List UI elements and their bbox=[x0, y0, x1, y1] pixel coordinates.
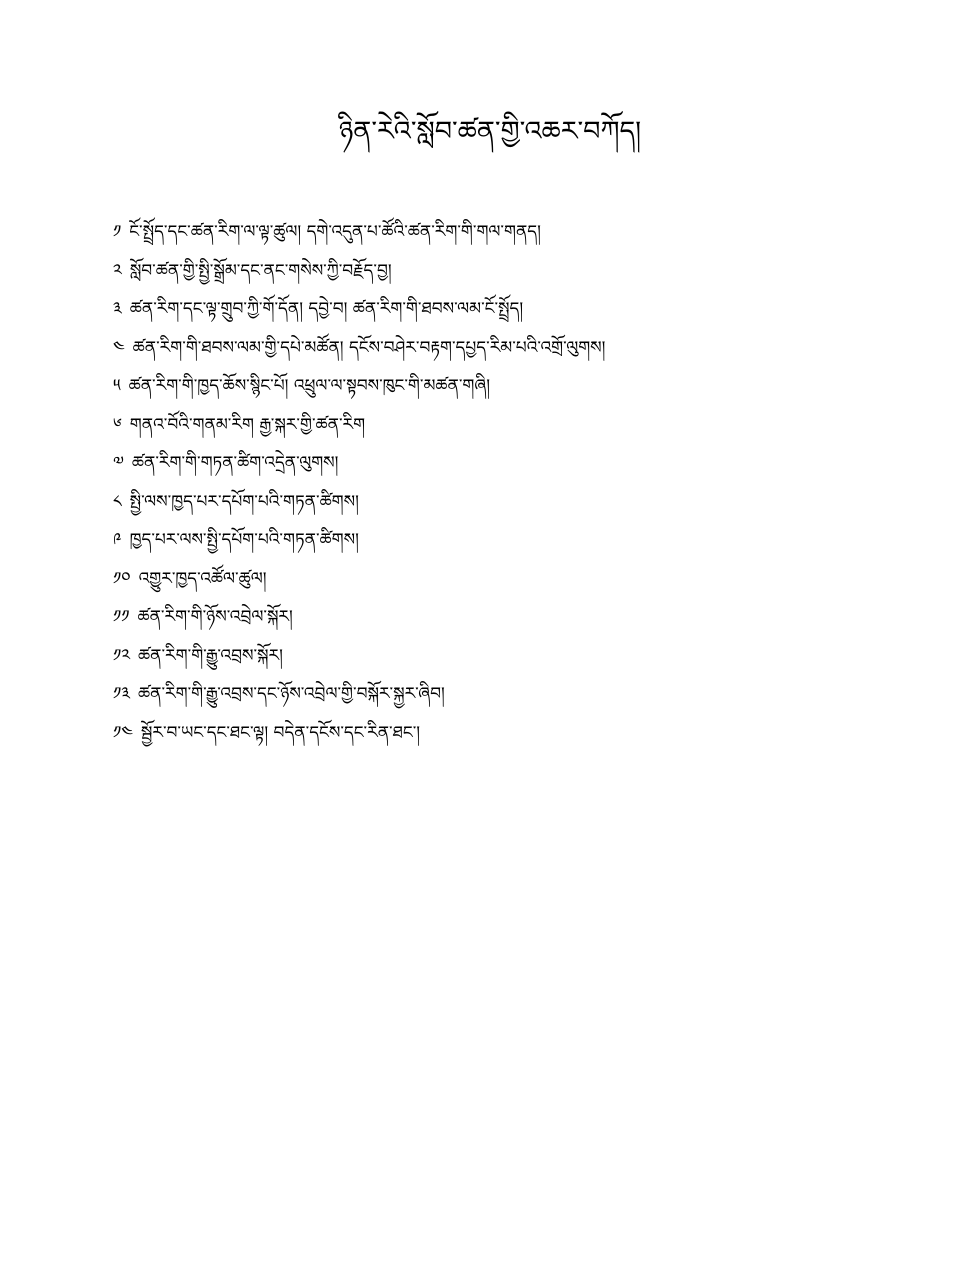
item-number: ༡ bbox=[113, 222, 122, 242]
document-title: ཉིན་རེའི་སློབ་ཚན་གྱི་འཆར་བཀོད། bbox=[338, 116, 642, 147]
list-item bbox=[113, 483, 953, 522]
item-number: ༡༣ bbox=[113, 684, 130, 704]
list-item bbox=[113, 560, 953, 599]
item-text: ཚན་རིག་གི་གཏན་ཚིག་འདྲེན་ལུགས། bbox=[131, 453, 339, 473]
list-item bbox=[113, 367, 953, 406]
item-number: ༥ bbox=[113, 376, 121, 396]
list-item bbox=[113, 714, 953, 753]
topic-list bbox=[113, 213, 953, 752]
item-number: ༢ bbox=[113, 260, 122, 281]
item-number: ༩ bbox=[113, 530, 122, 550]
list-item bbox=[113, 598, 953, 637]
list-item bbox=[113, 329, 953, 368]
item-text: ཚན་རིག་གི་ཉོས་འབྲེལ་སྐོར། bbox=[137, 607, 293, 627]
list-item bbox=[113, 290, 953, 329]
list-item bbox=[113, 521, 953, 560]
list-item bbox=[113, 406, 953, 445]
list-item bbox=[113, 252, 953, 291]
item-text: ཚན་རིག་གི་རྒྱུ་འབྲས་དང་ཉོས་འབྲེལ་གྱི་བསྐོར་སྐྱར་ཞིབ། bbox=[138, 684, 445, 704]
item-text: སྦྱོར་བ་ཡང་དང་ཐང་ལྟ། བདེན་དངོས་དང་རིན་ཐང་། bbox=[140, 722, 421, 743]
item-number: ༦ bbox=[113, 414, 122, 435]
item-number: ༡༤ bbox=[113, 722, 133, 743]
item-number: ༣ bbox=[113, 299, 122, 319]
item-text: ཚན་རིག་གི་ཐབས་ལམ་གྱི་དཔེ་མཚོན། དངོས་བཤེར་བརྟག་དཔྱད་རིམ་པའི་འགྲོ་ལུགས། bbox=[132, 337, 606, 358]
item-text: ཚན་རིག་དང་ལྟ་གྲུབ་ཀྱི་གོ་དོན། དབྱེ་བ། ཚན་རིག་གི་ཐབས་ལམ་ངོ་སྤྲོད། bbox=[129, 299, 524, 319]
item-text: སྤྱི་ལས་ཁྱད་པར་དཔོག་པའི་གཏན་ཚིགས། bbox=[129, 491, 359, 512]
item-text: ཁྱད་པར་ལས་སྤྱི་དཔོག་པའི་གཏན་ཚིགས། bbox=[129, 530, 359, 550]
list-item bbox=[113, 637, 953, 676]
item-number: ༧ bbox=[113, 453, 124, 473]
list-item bbox=[113, 213, 953, 252]
item-number: ༨ bbox=[113, 491, 122, 512]
item-text: ཚན་རིག་གི་ཁྱད་ཆོས་སྙིང་པོ། འཕྲུལ་ལ་སྟབས་ཁུང་གི་མཚན་གཞི། bbox=[128, 376, 491, 396]
item-number: ༤ bbox=[113, 337, 125, 358]
list-item bbox=[113, 444, 953, 483]
item-text: འགྱུར་ཁྱད་འཚོལ་ཚུལ། bbox=[138, 568, 267, 589]
item-text: གནའ་བོའི་གནམ་རིག རྒྱ་སྐར་གྱི་ཚན་རིག bbox=[129, 414, 366, 435]
item-text: ངོ་སྤྲོད་དང་ཚན་རིག་ལ་ལྟ་ཚུལ། དགེ་འདུན་པ་ཚོའི་ཚན་རིག་གི་གལ་གནད། bbox=[129, 222, 541, 242]
item-text: ཚན་རིག་གི་རྒྱུ་འབྲས་སྐོར། bbox=[138, 645, 283, 666]
list-item bbox=[113, 675, 953, 714]
item-text: སློབ་ཚན་གྱི་སྤྱི་སྒྲོམ་དང་ནང་གསེས་ཀྱི་བརྗོད་བྱ། bbox=[129, 260, 392, 281]
item-number: ༡༠ bbox=[113, 568, 131, 589]
item-number: ༡༢ bbox=[113, 645, 131, 666]
item-number: ༡༡ bbox=[113, 607, 130, 627]
